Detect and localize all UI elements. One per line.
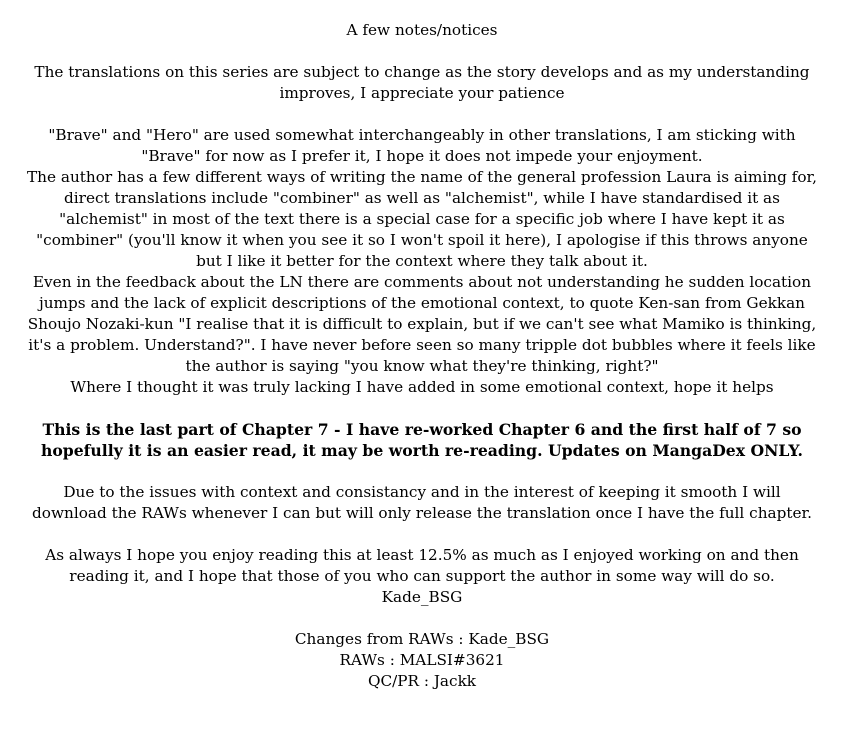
signature: Kade_BSG bbox=[381, 588, 463, 606]
text-line: "Brave" for now as I prefer it, I hope it does not impede your enjoyment. bbox=[141, 147, 703, 165]
text-line: direct translations include "combiner" as well as "alchemist", while I have standardised it as bbox=[64, 189, 780, 207]
text-line: The author has a few different ways of writing the name of the general profession Laura is aiming for, bbox=[27, 168, 817, 186]
text-line: the author is saying "you know what they're thinking, right?" bbox=[185, 357, 659, 375]
heading-text: A few notes/notices bbox=[346, 21, 498, 39]
text-line: "combiner" (you'll know it when you see it so I won't spoil it here), I apologise if this throws anyone bbox=[36, 231, 808, 249]
text-line: As always I hope you enjoy reading this at least 12.5% as much as I enjoyed working on and then bbox=[45, 546, 799, 564]
text-line: "Brave" and "Hero" are used somewhat interchangeably in other translations, I am sticking with bbox=[48, 126, 796, 144]
text-line: Shoujo Nozaki-kun "I realise that it is difficult to explain, but if we can't see what Mamiko is thinking, bbox=[27, 315, 817, 333]
text-line: The translations on this series are subject to change as the story develops and as my understanding bbox=[34, 63, 810, 81]
intro-paragraph bbox=[0, 62, 844, 104]
text-line: Due to the issues with context and consistancy and in the interest of keeping it smooth I will bbox=[63, 483, 781, 501]
notes-page bbox=[0, 20, 844, 692]
announcement-paragraph bbox=[0, 419, 844, 461]
text-line: jumps and the lack of explicit descriptions of the emotional context, to quote Ken-san from Gekkan bbox=[39, 294, 805, 312]
text-line: it's a problem. Understand?". I have never before seen so many tripple dot bubbles where it feels like bbox=[28, 336, 816, 354]
text-line: Where I thought it was truly lacking I have added in some emotional context, hope it helps bbox=[70, 378, 774, 396]
text-line: but I like it better for the context where they talk about it. bbox=[196, 252, 648, 270]
credit-line: Changes from RAWs : Kade_BSG bbox=[294, 630, 550, 648]
text-line: download the RAWs whenever I can but will only release the translation once I have the full chapter. bbox=[32, 504, 812, 522]
heading bbox=[0, 20, 844, 41]
closing-paragraph bbox=[0, 545, 844, 608]
text-line: improves, I appreciate your patience bbox=[279, 84, 565, 102]
credits-block bbox=[0, 629, 844, 692]
credit-line: RAWs : MALSI#3621 bbox=[339, 651, 505, 669]
notes-paragraph bbox=[0, 125, 844, 398]
text-line: This is the last part of Chapter 7 - I have re-worked Chapter 6 and the first half of 7 so bbox=[42, 420, 802, 439]
text-line: reading it, and I hope that those of you who can support the author in some way will do so. bbox=[69, 567, 775, 585]
text-line: Even in the feedback about the LN there are comments about not understanding he sudden location bbox=[32, 273, 812, 291]
text-line: "alchemist" in most of the text there is a special case for a specific job where I have kept it as bbox=[59, 210, 785, 228]
credit-line: QC/PR : Jackk bbox=[367, 672, 477, 690]
text-line: hopefully it is an easier read, it may be worth re-reading. Updates on MangaDex ONLY. bbox=[40, 441, 803, 460]
context-paragraph bbox=[0, 482, 844, 524]
